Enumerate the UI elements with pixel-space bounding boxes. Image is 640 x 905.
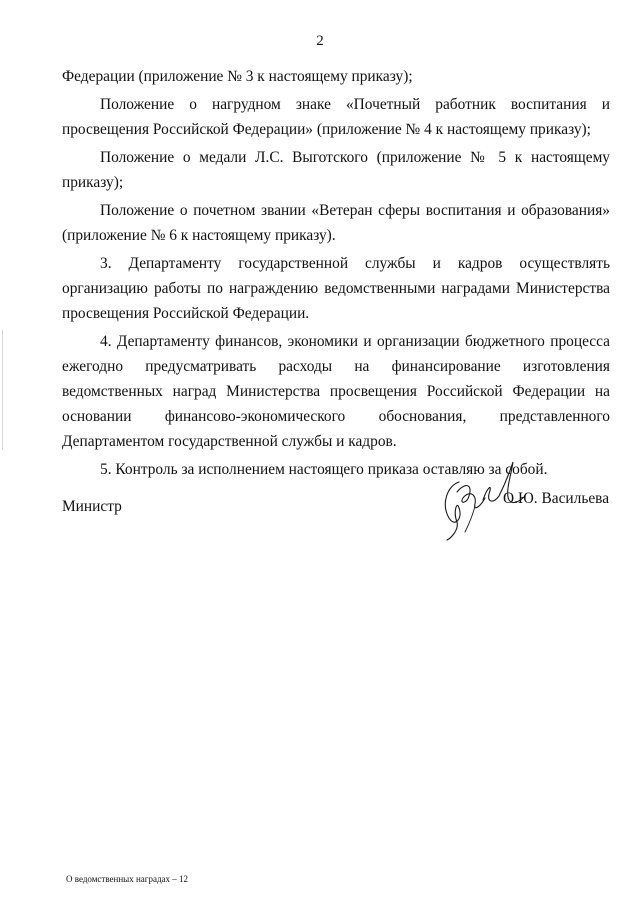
- paragraph-item-5: 5. Контроль за исполнением настоящего приказа оставляю за собой.: [100, 461, 548, 478]
- paragraph-item-4: 4. Департаменту финансов, экономики и организации бюджетного процесса ежегодно предусматривать расходы на финансирование изготовления ведомственных наград Министерства просвещения Российской Федерации на основании финансово-экономического обоснования, представленного Департаментом государственной службы и кадров.: [62, 333, 610, 450]
- paragraph-medal-regulation: Положение о медали Л.С. Выготского (приложение № 5 к настоящему приказу);: [62, 149, 610, 191]
- paragraph-federation-line: Федерации (приложение № 3 к настоящему приказу);: [62, 68, 413, 85]
- signatory-name: О.Ю. Васильева: [503, 490, 610, 507]
- footer-file-note: О ведомственных наградах – 12: [66, 874, 189, 884]
- paragraph-veteran-title-regulation: Положение о почетном звании «Ветеран сферы воспитания и образования» (приложение № 6 к настоящему приказу).: [62, 202, 610, 244]
- paragraph-item-3: 3. Департаменту государственной службы и кадров осуществлять организацию работы по награждению ведомственными наградами Министерства просвещения Российской Федерации.: [62, 255, 610, 322]
- document-body: [62, 64, 610, 482]
- paragraph-badge-regulation: Положение о нагрудном знаке «Почетный работник воспитания и просвещения Российской Федерации» (приложение № 4 к настоящему приказу);: [62, 96, 610, 138]
- signatory-title: Министр: [62, 498, 122, 515]
- scan-edge-mark: [2, 330, 3, 450]
- page-number: 2: [316, 33, 324, 49]
- signature-block: [62, 488, 610, 548]
